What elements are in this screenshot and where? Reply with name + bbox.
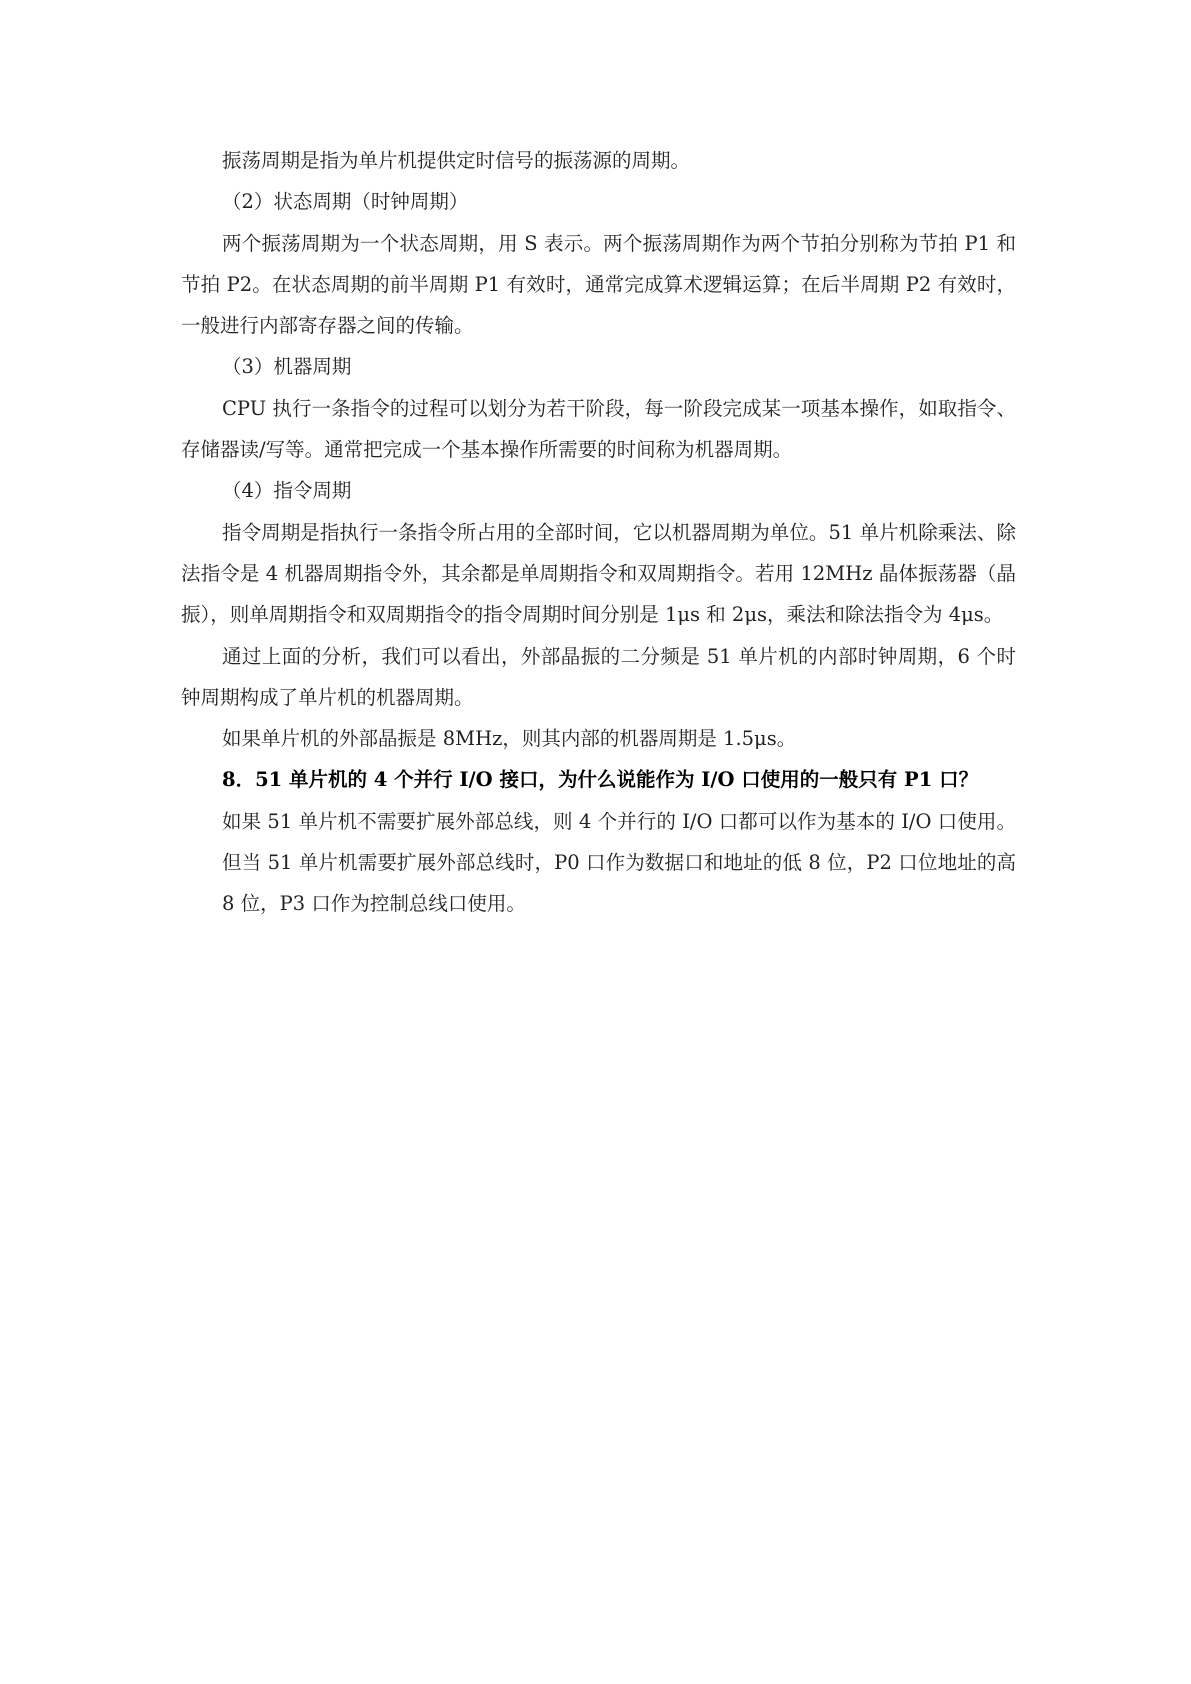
subheading-machine-period: （3）机器周期 [222,355,352,379]
paragraph-oscillation-period: 振荡周期是指为单片机提供定时信号的振荡源的周期。 [222,149,691,172]
subheading-state-period: （2）状态周期（时钟周期） [222,190,469,214]
paragraph-analysis: 通过上面的分析，我们可以看出，外部晶振的二分频是 51 单片机的内部时钟周期，6 个时钟周期构成了单片机的机器周期。 [181,644,1016,709]
paragraph-machine-period: CPU 执行一条指令的过程可以划分为若干阶段，每一阶段完成某一项基本操作，如取指令、存储器读/写等。通常把完成一个基本操作所需要的时间称为机器周期。 [181,396,1016,462]
paragraph-instruction-period: 指令周期是指执行一条指令所占用的全部时间，它以机器周期为单位。51 单片机除乘法、除法指令是 4 机器周期指令外，其余都是单周期指令和双周期指令。若用 12MHz 晶体振荡器（晶振），则单周期指令和双周期指令的指令周期时间分别是 1μs 和 2μs，乘法和除法指令为 4μs。 [181,520,1016,627]
document-body [181,140,1016,925]
paragraph-example: 如果单片机的外部晶振是 8MHz，则其内部的机器周期是 1.5μs。 [222,727,797,751]
paragraph-state-period: 两个振荡周期为一个状态周期，用 S 表示。两个振荡周期作为两个节拍分别称为节拍 P1 和节拍 P2。在状态周期的前半周期 P1 有效时，通常完成算术逻辑运算；在后半周期 P2 有效时，一般进行内部寄存器之间的传输。 [181,231,1016,338]
question-heading: 8．51 单片机的 4 个并行 I/O 接口，为什么说能作为 I/O 口使用的一般只有 P1 口？ [222,768,979,792]
answer-paragraph: 如果 51 单片机不需要扩展外部总线，则 4 个并行的 I/O 口都可以作为基本的 I/O 口使用。但当 51 单片机需要扩展外部总线时，P0 口作为数据口和地址的低 8 位，P2 口位地址的高 8 位，P3 口作为控制总线口使用。 [222,809,1016,916]
subheading-instruction-period: （4）指令周期 [222,479,352,503]
